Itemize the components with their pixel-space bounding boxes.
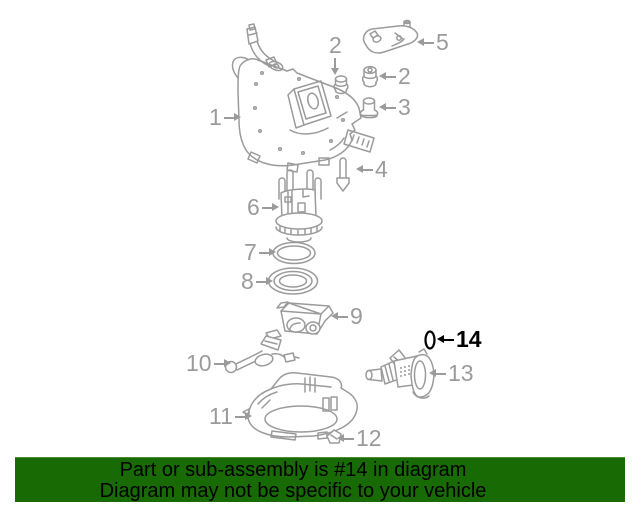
arrow-right-icon — [235, 412, 252, 421]
arrow-left-icon — [331, 312, 348, 321]
banner-line-2: Diagram may not be specific to your vehicle — [99, 480, 487, 502]
callout-8 — [241, 270, 273, 293]
arrow-down-icon — [331, 58, 340, 75]
arrow-right-icon — [256, 277, 273, 286]
banner-line-1: Part or sub-assembly is #14 in diagram — [119, 459, 467, 481]
arrow-right-icon — [259, 248, 276, 257]
part-2-bushing-right-drawing — [363, 67, 378, 87]
callout-7 — [244, 241, 276, 264]
part-5-bracket-drawing — [364, 21, 418, 54]
arrow-right-icon — [262, 203, 279, 212]
callout-1-number: 1 — [209, 104, 222, 130]
callout-1 — [209, 106, 241, 129]
callout-6 — [247, 196, 279, 219]
callout-2-top — [329, 34, 342, 75]
callout-4-number: 4 — [375, 156, 388, 182]
part-6-pump-module-drawing — [276, 170, 322, 242]
arrow-right-icon — [214, 359, 231, 368]
callout-9 — [331, 305, 363, 328]
callout-3-number: 3 — [398, 94, 411, 120]
callout-2-right-number: 2 — [398, 63, 411, 89]
part-1-tank-drawing — [232, 24, 374, 172]
arrow-left-icon — [379, 103, 396, 112]
callout-11 — [209, 405, 252, 428]
part-10-harness-drawing — [226, 330, 300, 373]
arrow-left-icon — [437, 335, 454, 344]
callout-5 — [417, 31, 449, 54]
part-8-seal-ring-drawing — [269, 268, 318, 294]
callout-8-number: 8 — [241, 268, 254, 294]
callout-2-top-number: 2 — [329, 32, 342, 58]
part-4-bolt-drawing — [337, 158, 349, 191]
callout-7-number: 7 — [244, 239, 257, 265]
callout-4 — [356, 158, 388, 181]
arrow-left-icon — [429, 369, 446, 378]
part-13-pump-assembly-drawing — [366, 349, 434, 398]
callout-6-number: 6 — [247, 194, 260, 220]
callout-5-number: 5 — [436, 29, 449, 55]
part-14-o-ring-highlighted-drawing — [426, 332, 435, 349]
callout-3 — [379, 96, 411, 119]
part-9-module-drawing — [277, 302, 333, 334]
arrow-right-icon — [224, 113, 241, 122]
callout-10 — [186, 352, 231, 375]
callout-11-number: 11 — [209, 403, 233, 429]
arrow-left-icon — [356, 165, 373, 174]
callout-12-number: 12 — [356, 425, 382, 451]
callout-12 — [337, 427, 382, 450]
arrow-left-icon — [337, 434, 354, 443]
part-7-o-ring-drawing — [273, 243, 315, 264]
callout-14-highlighted — [437, 328, 482, 351]
arrow-left-icon — [417, 38, 434, 47]
callout-10-number: 10 — [186, 350, 212, 376]
highlight-banner — [15, 457, 625, 502]
callout-9-number: 9 — [350, 303, 363, 329]
callout-13-number: 13 — [448, 360, 474, 386]
part-3-retainer-drawing — [360, 98, 377, 118]
arrow-left-icon — [379, 72, 396, 81]
callout-14-number: 14 — [456, 326, 482, 352]
callout-2-right — [379, 65, 411, 88]
callout-13 — [429, 362, 474, 385]
